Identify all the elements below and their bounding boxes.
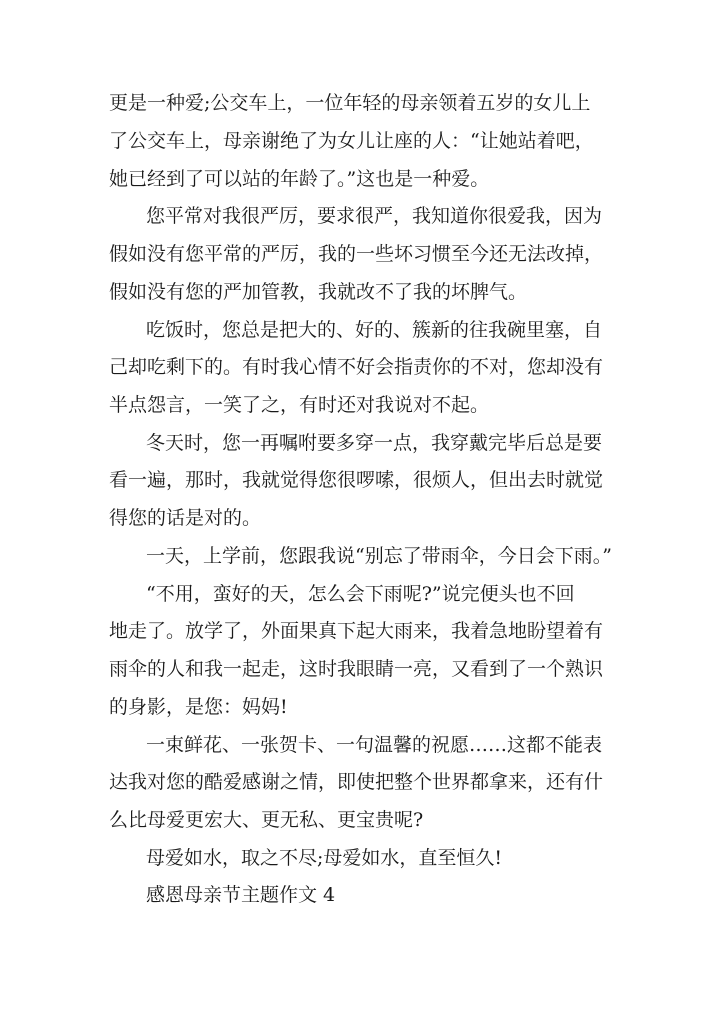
text-line: 您平常对我很严厉，要求很严，我知道你很爱我，因为 bbox=[146, 205, 603, 227]
text-line: 更是一种爱;公交车上，一位年轻的母亲领着五岁的女儿上 bbox=[109, 92, 591, 114]
text-line: 的身影，是您：妈妈! bbox=[109, 696, 288, 718]
text-line: 母爱如水，取之不尽;母爱如水，直至恒久! bbox=[146, 847, 503, 869]
text-line: 半点怨言，一笑了之，有时还对我说对不起。 bbox=[109, 394, 490, 416]
text-line: 假如没有您平常的严厉，我的一些坏习惯至今还无法改掉， bbox=[109, 243, 604, 265]
text-line: 假如没有您的严加管教，我就改不了我的坏脾气。 bbox=[109, 281, 528, 303]
text-line: 己却吃剩下的。有时我心情不好会指责你的不对，您却没有 bbox=[109, 356, 604, 378]
text-line: 了公交车上，母亲谢绝了为女儿让座的人：“让她站着吧， bbox=[109, 130, 594, 152]
text-line: 达我对您的酷爱感谢之情，即使把整个世界都拿来，还有什 bbox=[109, 771, 604, 793]
text-line: “不用，蛮好的天，怎么会下雨呢?”说完便头也不回 bbox=[146, 583, 575, 605]
text-line: 看一遍，那时，我就觉得您很啰嗦，很烦人，但出去时就觉 bbox=[109, 469, 604, 491]
text-line: 地走了。放学了，外面果真下起大雨来，我着急地盼望着有 bbox=[109, 620, 604, 642]
text-line: 吃饭时，您总是把大的、好的、簇新的往我碗里塞，自 bbox=[146, 319, 603, 341]
text-line: 得您的话是对的。 bbox=[109, 507, 262, 529]
section-heading: 感恩母亲节主题作文 4 bbox=[146, 884, 336, 906]
text-line: 一束鲜花、一张贺卡、一句温馨的祝愿……这都不能表 bbox=[146, 734, 603, 756]
text-line: 么比母爱更宏大、更无私、更宝贵呢? bbox=[109, 809, 424, 831]
text-line: 一天，上学前，您跟我说“别忘了带雨伞，今日会下雨。” bbox=[146, 545, 612, 567]
text-line: 她已经到了可以站的年龄了。”这也是一种爱。 bbox=[109, 168, 490, 190]
text-line: 冬天时，您一再嘱咐要多穿一点，我穿戴完毕后总是要 bbox=[146, 432, 603, 454]
text-line: 雨伞的人和我一起走，这时我眼睛一亮，又看到了一个熟识 bbox=[109, 658, 604, 680]
